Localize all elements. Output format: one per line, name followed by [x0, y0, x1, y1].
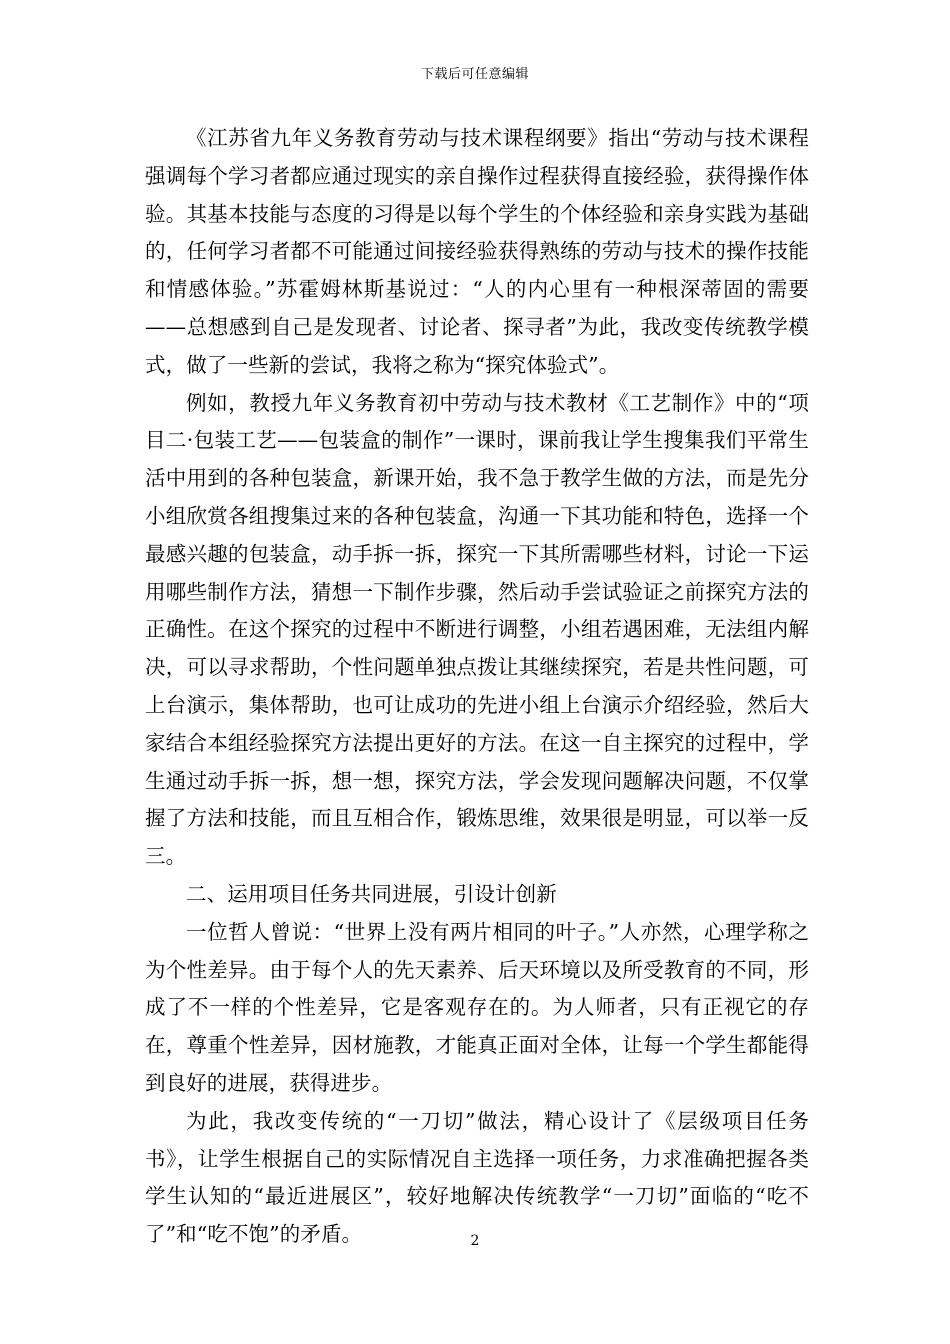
- paragraph-packaging-example: 例如，教授九年义务教育初中劳动与技术教材《工艺制作》中的“项目二·包装工艺——包装盒的制作”一课时，课前我让学生搜集我们平常生活中用到的各种包装盒，新课开始，我不急于教学生做的方法，而是先分小组欣赏各组搜集过来的各种包装盒，沟通一下其功能和特色，选择一个最感兴趣的包装盒，动手拆一拆，探究一下其所需哪些材料，讨论一下运用哪些制作方法，猜想一下制作步骤，然后动手尝试验证之前探究方法的正确性。在这个探究的过程中不断进行调整，小组若遇困难，无法组内解决，可以寻求帮助，个性问题单独点拨让其继续探究，若是共性问题，可上台演示，集体帮助，也可让成功的先进小组上台演示介绍经验，然后大家结合本组经验探究方法提出更好的方法。在这一自主探究的过程中，学生通过动手拆一拆，想一想，探究方法，学会发现问题解决问题，不仅掌握了方法和技能，而且互相合作，锻炼思维，效果很是明显，可以举一反三。: [145, 390, 809, 869]
- section-heading-project-tasks: 二、运用项目任务共同进展，引设计创新: [186, 881, 557, 906]
- page-number: 2: [470, 1233, 480, 1249]
- paragraph-tiered-tasks: 为此，我改变传统的“一刀切”做法，精心设计了《层级项目任务书》，让学生根据自己的实际情况自主选择一项任务，力求准确把握各类学生认知的“最近进展区”，较好地解决传统教学“一刀切”面临的“吃不了”和“吃不饱”的矛盾。: [145, 1108, 809, 1247]
- paragraph-individual-differences: 一位哲人曾说：“世界上没有两片相同的叶子。”人亦然，心理学称之为个性差异。由于每个人的先天素养、后天环境以及所受教育的不同，形成了不一样的个性差异，它是客观存在的。为人师者，只有正视它的存在，尊重个性差异，因材施教，才能真正面对全体，让每一个学生都能得到良好的进展，获得进步。: [145, 919, 809, 1095]
- document-body: [145, 120, 809, 1254]
- page-header-note: 下载后可任意编辑: [420, 67, 529, 82]
- paragraph-curriculum-quote: 《江苏省九年义务教育劳动与技术课程纲要》指出“劳动与技术课程强调每个学习者都应通过现实的亲自操作过程获得直接经验，获得操作体验。其基本技能与态度的习得是以每个学生的个体经验和亲身实践为基础的，任何学习者都不可能通过间接经验获得熟练的劳动与技术的操作技能和情感体验。”苏霍姆林斯基说过：“人的内心里有一种根深蒂固的需要——总想感到自己是发现者、讨论者、探寻者”为此，我改变传统教学模式，做了一些新的尝试，我将之称为“探究体验式”。: [145, 126, 809, 377]
